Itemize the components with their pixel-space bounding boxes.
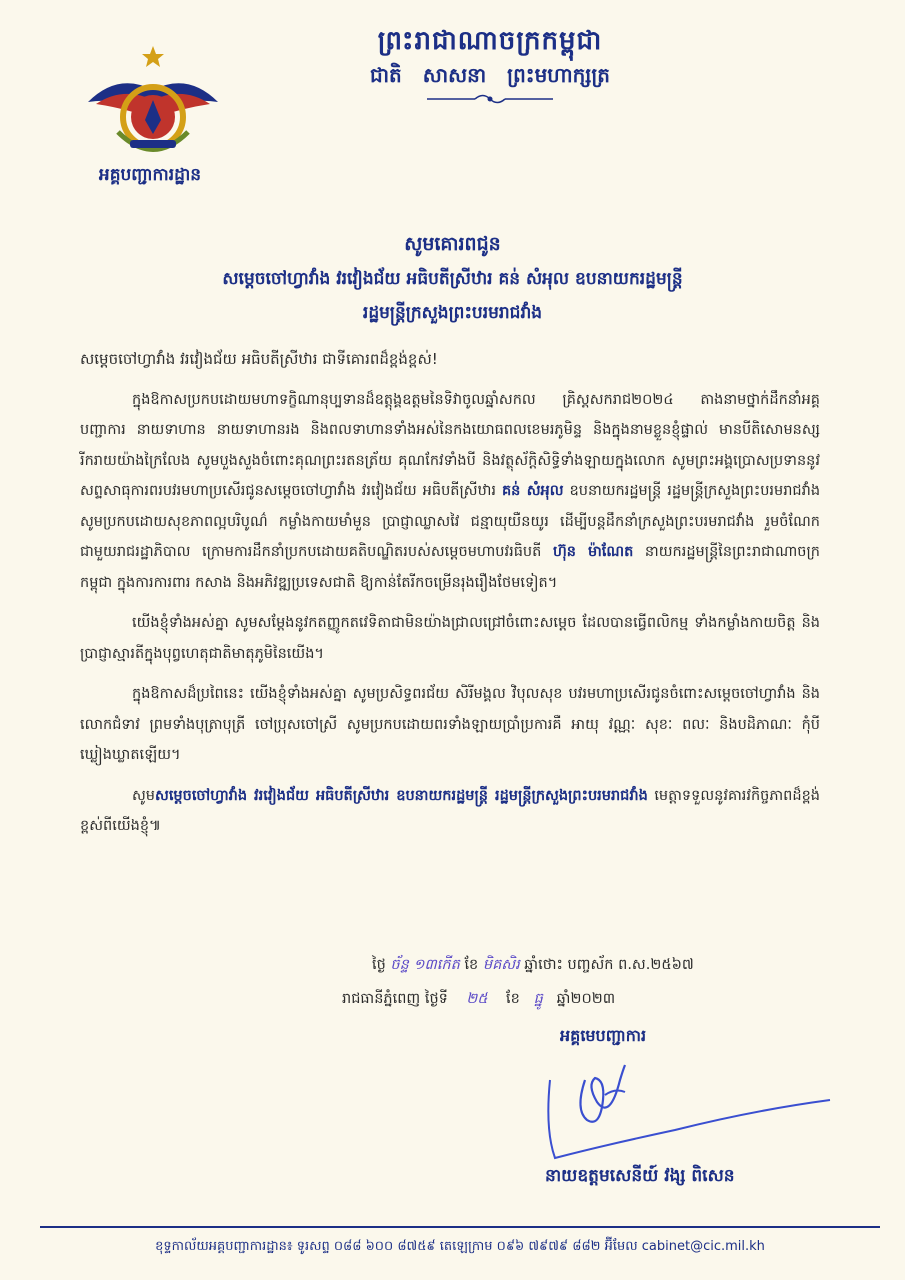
lunar-day-handwritten: ច័ន្ទ ១៣កើត	[390, 957, 460, 973]
paragraph-1	[80, 385, 820, 599]
solar-prefix: រាជធានីភ្នំពេញ ថ្ងៃទី	[342, 991, 448, 1007]
solar-month-handwritten: ធ្នូ	[533, 991, 543, 1007]
handwritten-signature-icon	[525, 1040, 845, 1170]
solar-date	[342, 990, 832, 1011]
lunar-prefix: ថ្ងៃ	[372, 957, 386, 973]
paragraph-4	[80, 781, 820, 842]
paragraph-4-start: សូម	[132, 787, 156, 804]
lunar-month: មិគសិរ	[482, 957, 520, 973]
footer-divider	[40, 1226, 880, 1228]
addressee-name: សម្តេចចៅហ្វាវាំង វរវៀងជ័យ អធិបតីស្រីឋារ គន់ សំអុល ឧបនាយករដ្ឋមន្ត្រី	[222, 269, 683, 289]
paragraph-2: យើងខ្ញុំទាំងអស់គ្នា សូមសម្តែងនូវកតញ្ញូកតវេទិតាជាមិនយ៉ាងជ្រាលជ្រៅចំពោះសម្តេច ដែលបានធ្វើពលិកម្ម ទាំងកម្លាំងកាយចិត្ត និងប្រាជ្ញាស្មារតីក្នុងបុព្វហេតុជាតិមាតុភូមិនៃយើង។	[80, 615, 820, 662]
addressee-greeting: សូមគោរពជូន	[404, 233, 501, 255]
org-name: អគ្គបញ្ជាការដ្ឋាន	[98, 165, 202, 185]
paragraph-4-end: មេត្តាទទួលនូវគារវកិច្ចភាពដ៏ខ្ពង់ខ្ពស់ពីយើងខ្ញុំ៕	[80, 787, 820, 834]
letter-body	[80, 344, 820, 852]
paragraph-1-bold-name-2: ហ៊ុន ម៉ាណែត	[552, 544, 634, 560]
national-motto: ជាតិ សាសនា ព្រះមហាក្សត្រ	[370, 63, 610, 87]
paragraph-1-text: ក្នុងឱកាសប្រកបដោយមហាទក្ខិណានុប្បទានដ៏ឧត្តុង្គឧត្តមនៃទិវាចូលឆ្នាំសកល គ្រិស្តសករាជ២០២៤ តាងនាមថ្នាក់ដឹកនាំអគ្គបញ្ជាការ នាយទាហាន នាយទាហានរង និងពលទាហានទាំងអស់នៃកងយោធពលខេមរភូមិន្ទ និងក្នុងនាមខ្លួនខ្ញុំផ្ទាល់ មានបីតិសោមនស្សរីករាយយ៉ាងក្រៃលែង សូមបួងសួងចំពោះគុណព្រះរតនត្រ័យ គុណកែវទាំងបី និងវត្ថុស័ក្តិសិទ្ធិទាំងឡាយក្នុងលោក សូមព្រះអង្គប្រោសប្រទាននូវសព្ទសាធុការពរបវរមហាប្រសើរជូនសម្តេចចៅហ្វាវាំង វរវៀងជ័យ អធិបតីស្រីឋារ	[80, 391, 820, 499]
lunar-date	[372, 956, 832, 977]
lunar-year: ឆ្នាំថោះ បញ្ចស័ក ព.ស.២៥៦៧	[524, 957, 694, 973]
paragraph-1-text-cont: ឧបនាយករដ្ឋមន្ត្រី រដ្ឋមន្ត្រីក្រសួងព្រះបរមរាជវាំង សូមប្រកបដោយសុខភាពល្អបរិបូណ៌ កម្លាំងកាយមាំមួន ប្រាជ្ញាឈ្លាសវៃ ជន្មាយុយឺនយូរ ដើម្បីបន្តដឹកនាំក្រសួងព្រះបរមរាជវាំង រួមចំណែកជាមួយរាជរដ្ឋាភិបាល ក្រោមការដឹកនាំប្រកបដោយគតិបណ្ឌិតរបស់សម្តេចមហាបវរធិបតី	[80, 483, 821, 560]
salutation: សម្តេចចៅហ្វាវាំង វរវៀងជ័យ អធិបតីស្រីឋារ ជាទីគោរពដ៏ខ្ពង់ខ្ពស់!	[80, 350, 438, 368]
kingdom-title: ព្រះរាជាណាចក្រកម្ពុជា	[377, 26, 603, 56]
lunar-month-label: ខែ	[464, 957, 479, 973]
military-emblem-icon	[78, 42, 228, 162]
paragraph-1-text-end: នាយករដ្ឋមន្ត្រីនៃព្រះរាជាណាចក្រកម្ពុជា ក្នុងការការពារ កសាង និងអភិវឌ្ឍប្រទេសជាតិ ឱ្យកាន់តែរីកចម្រើនរុងរឿងថែមទៀត។	[80, 544, 821, 591]
signer-name: នាយឧត្តមសេនីយ៍ វង្ស ពិសេន	[545, 1166, 735, 1186]
signatory-title: អគ្គមេបញ្ជាការ	[560, 1026, 647, 1045]
solar-month-label: ខែ	[505, 991, 520, 1007]
solar-day-handwritten: ២៥	[466, 991, 488, 1007]
paragraph-3: ក្នុងឱកាសដ៏ប្រពៃនេះ យើងខ្ញុំទាំងអស់គ្នា សូមប្រសិទ្ធពរជ័យ សិរីមង្គល វិបុលសុខ បវរមហាប្រសើរជូនចំពោះសម្តេចចៅហ្វាវាំង និងលោកជំទាវ ព្រមទាំងបុត្រាបុត្រី ចៅប្រុសចៅស្រី សូមប្រកបដោយពរទាំងឡាយប្រាំប្រការគឺ អាយុ វណ្ណៈ សុខៈ ពលៈ និងបដិភាណៈ កុំបីឃ្លៀងឃ្លាតឡើយ។	[80, 686, 820, 763]
paragraph-1-bold-name: គន់ សំអុល	[501, 483, 564, 499]
paragraph-4-bold: សម្តេចចៅហ្វាវាំង វរវៀងជ័យ អធិបតីស្រីឋារ ឧបនាយករដ្ឋមន្ត្រី រដ្ឋមន្ត្រីក្រសួងព្រះបរមរាជវាំង	[155, 787, 648, 804]
solar-year: ឆ្នាំ២០២៣	[556, 991, 616, 1007]
addressee-position: រដ្ឋមន្ត្រីក្រសួងព្រះបរមរាជវាំង	[362, 303, 543, 323]
ornament-divider-icon	[425, 92, 555, 106]
footer-contact: ខុទ្ទកាល័យអគ្គបញ្ជាការដ្ឋាន៖ ទូរសព្ទ ០៨៨ ៦០០ ៨៧៥៩ តេឡេក្រាម ០៩៦ ៧៩៧៩ ៨៨២ អ៊ីមែល cabinet@cic.mil.kh	[155, 1239, 765, 1254]
